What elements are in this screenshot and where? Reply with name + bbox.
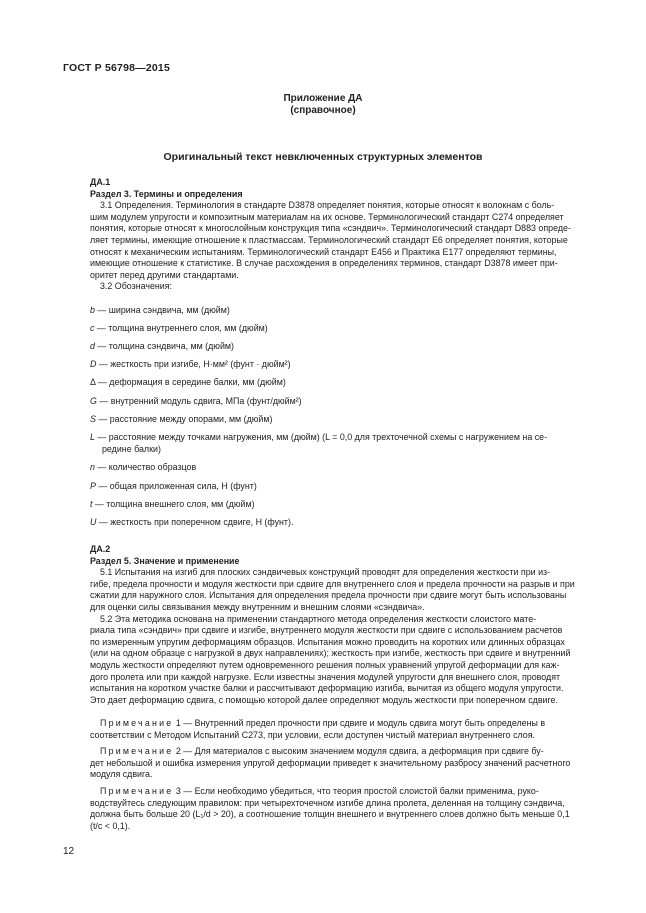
symbol-row (90, 432, 596, 455)
note-line (90, 746, 596, 758)
symbol-definition: — толщина внешнего слоя, мм (дюйм) (92, 499, 255, 509)
note-label: Примечание (100, 718, 174, 728)
symbol-definition: — количество образцов (94, 462, 197, 472)
symbol: S (90, 414, 96, 424)
text-line: для оценки силы связывания между внутренним и внешним слоями «сэндвича». (90, 601, 425, 612)
text-line: 5.2 Эта методика основана на применении стандартного метода определения жесткости слоистого мате- (100, 613, 537, 624)
appendix-subtitle: (справочное) (290, 105, 356, 116)
symbol-row (90, 481, 596, 493)
note-line (90, 718, 596, 730)
note-text: — Внутренний предел прочности при сдвиге и модуль сдвига могут быть определены в (183, 718, 546, 728)
standard-header: ГОСТ Р 56798—2015 (63, 62, 171, 74)
note-label: Примечание (100, 746, 174, 756)
note-line (90, 786, 596, 798)
symbol-definition: — общая приложенная сила, Н (фунт) (95, 481, 257, 491)
note-text: соответствии с Методом Испытаний С273, при условии, если доступен чистый материал внутреннего слоя. (90, 729, 536, 740)
symbol-definition: — внутренний модуль сдвига, МПа (фунт/дюйм²) (96, 396, 302, 406)
text-line: дого пролета или при каждой нагрузке. Если известны значения модулей упругости для внешнего слоя, проводят (90, 671, 561, 682)
da2-label: ДА.2 (90, 544, 111, 554)
note-text: (t/c < 0,1). (90, 820, 131, 831)
symbol-row (90, 377, 596, 389)
text-line: гибе, предела прочности и модуля жесткости при сдвиге для внутреннего слоя и предела прочности на разрыв и при (90, 578, 575, 589)
symbol-row (90, 341, 596, 353)
symbol-definition: — деформация в середине балки, мм (дюйм) (95, 377, 286, 387)
text-line: 3.1 Определения. Терминология в стандарте D3878 определяет понятия, которые относят к волокнам с боль- (100, 200, 555, 211)
note-number: 1 (175, 718, 181, 728)
da1-heading: Раздел 3. Термины и определения (90, 188, 243, 199)
symbol: G (90, 396, 97, 406)
text-line: шим модулем упругости и композитным материалам на их основе. Терминологический стандарт С274 определяет (90, 211, 564, 222)
text-line: оритет перед другими стандартами. (90, 269, 239, 280)
text-line: относят к механическим испытаниям. Терминологический стандарт Е456 и Практика Е177 определяют термины, (90, 246, 557, 257)
note-text: дет небольшой и ошибка измерения упругой деформации приведет к значительному разбросу значений расчетного (90, 757, 571, 768)
text-line: испытания на коротком участке балки и рассчитывают деформацию изгиба, вычитая из общего модуля упругости. (90, 683, 564, 694)
text-line: риала типа «сэндвич» при сдвиге и изгибе, внутреннего модуля жесткости при сдвиге с использованием расчетов (90, 625, 563, 636)
note-text: модуля сдвига. (90, 769, 153, 780)
symbol: t (90, 499, 93, 509)
da2-block (90, 544, 596, 706)
symbol: d (90, 341, 95, 351)
symbol-row (90, 396, 596, 408)
note-number: 3 (175, 786, 181, 796)
symbol-row (90, 359, 596, 371)
page-number: 12 (63, 846, 75, 857)
symbol-definition: — жесткость при поперечном сдвиге, Н (фунт). (96, 517, 294, 527)
note-text: водствуйтесь следующим правилом: при четырехточечном изгибе длина пролета, деленная на толщину сэндвича, (90, 797, 565, 808)
symbol: b (90, 305, 95, 315)
note-number: 2 (175, 746, 181, 756)
text-line: понятия, которые относят к многослойным конструкция типа «сэндвич». Терминологический стандарт D883 опреде- (90, 223, 571, 234)
note-text: — Если необходимо убедиться, что теория простой слоистой балки применима, руко- (183, 786, 539, 796)
note-3 (90, 786, 596, 832)
note-1 (90, 718, 596, 741)
symbol-definition: — жесткость при изгибе, Н·мм² (фунт · дюйм²) (96, 359, 291, 369)
symbol-definition: — расстояние между опорами, мм (дюйм) (95, 414, 273, 424)
text-line: модуль жесткости определяют путем одновременного решения полных уравнений упругой деформации для каж- (90, 659, 560, 670)
symbol-definition-cont: редине балки) (102, 443, 161, 454)
symbol-row (90, 499, 596, 511)
symbol: n (90, 462, 95, 472)
note-2 (90, 746, 596, 781)
note-label: Примечание (100, 786, 174, 796)
section-title: Оригинальный текст невключенных структурных элементов (163, 151, 483, 163)
note-text: должна быть больше 20 (L₁/d > 20), а соотношение толщин внешнего и внутреннего слоев должно быть меньше 0,1 (90, 809, 570, 820)
symbol-row (90, 517, 596, 529)
text-line: имеющие отношение к статистике. В случае расхождения в определениях терминов, стандарт D3878 имеет при- (90, 258, 558, 269)
symbol-row (90, 462, 596, 474)
symbol: L (90, 432, 95, 442)
text-line: сжатии для наружного слоя. Испытания для определения предела прочности при сдвиге могут быть использованы (90, 590, 567, 601)
text-line: (или на одном образце с нагрузкой в двух направлениях); жесткость при изгибе, жесткость при сдвиге и внутренний (90, 648, 571, 659)
symbol-definition: — ширина сэндвича, мм (дюйм) (94, 305, 230, 315)
symbol: Δ (90, 377, 96, 387)
symbol-row (90, 305, 596, 317)
symbol-definition: — расстояние между точками нагружения, мм (дюйм) (L = 0,0 для трехточечной схемы с нагружением на се- (94, 432, 548, 442)
text-line: 5.1 Испытания на изгиб для плоских сэндвичевых конструкций проводят для определения жесткости при из- (100, 567, 551, 578)
da1-label: ДА.1 (90, 177, 111, 187)
symbol: c (90, 323, 95, 333)
symbol-definition: — толщина внутреннего слоя, мм (дюйм) (94, 323, 268, 333)
symbol-row (90, 414, 596, 426)
symbol: U (90, 517, 97, 527)
appendix-title: Приложение ДА (283, 93, 363, 104)
symbol: P (90, 481, 96, 491)
symbols-intro: 3.2 Обозначения: (100, 281, 173, 292)
da2-heading: Раздел 5. Значение и применение (90, 555, 240, 566)
note-text: — Для материалов с высоким значением модуля сдвига, а деформация при сдвиге бу- (183, 746, 544, 756)
symbol: D (90, 359, 97, 369)
text-line: Это дает деформацию сдвига, с помощью которой далее определяют модуль жесткости при поперечном сдвиге. (90, 694, 558, 705)
text-line: ляет термины, имеющие отношение к пластмассам. Терминологический стандарт Е6 определяет понятия, которые (90, 234, 568, 245)
text-line: по измеренным упругим деформациям образцов. Испытания можно проводить на коротких или длинных образцах (90, 636, 565, 647)
symbol-definition: — толщина сэндвича, мм (дюйм) (94, 341, 234, 351)
symbol-row (90, 323, 596, 335)
da1-paragraph (90, 200, 596, 281)
da1-block (90, 177, 596, 293)
